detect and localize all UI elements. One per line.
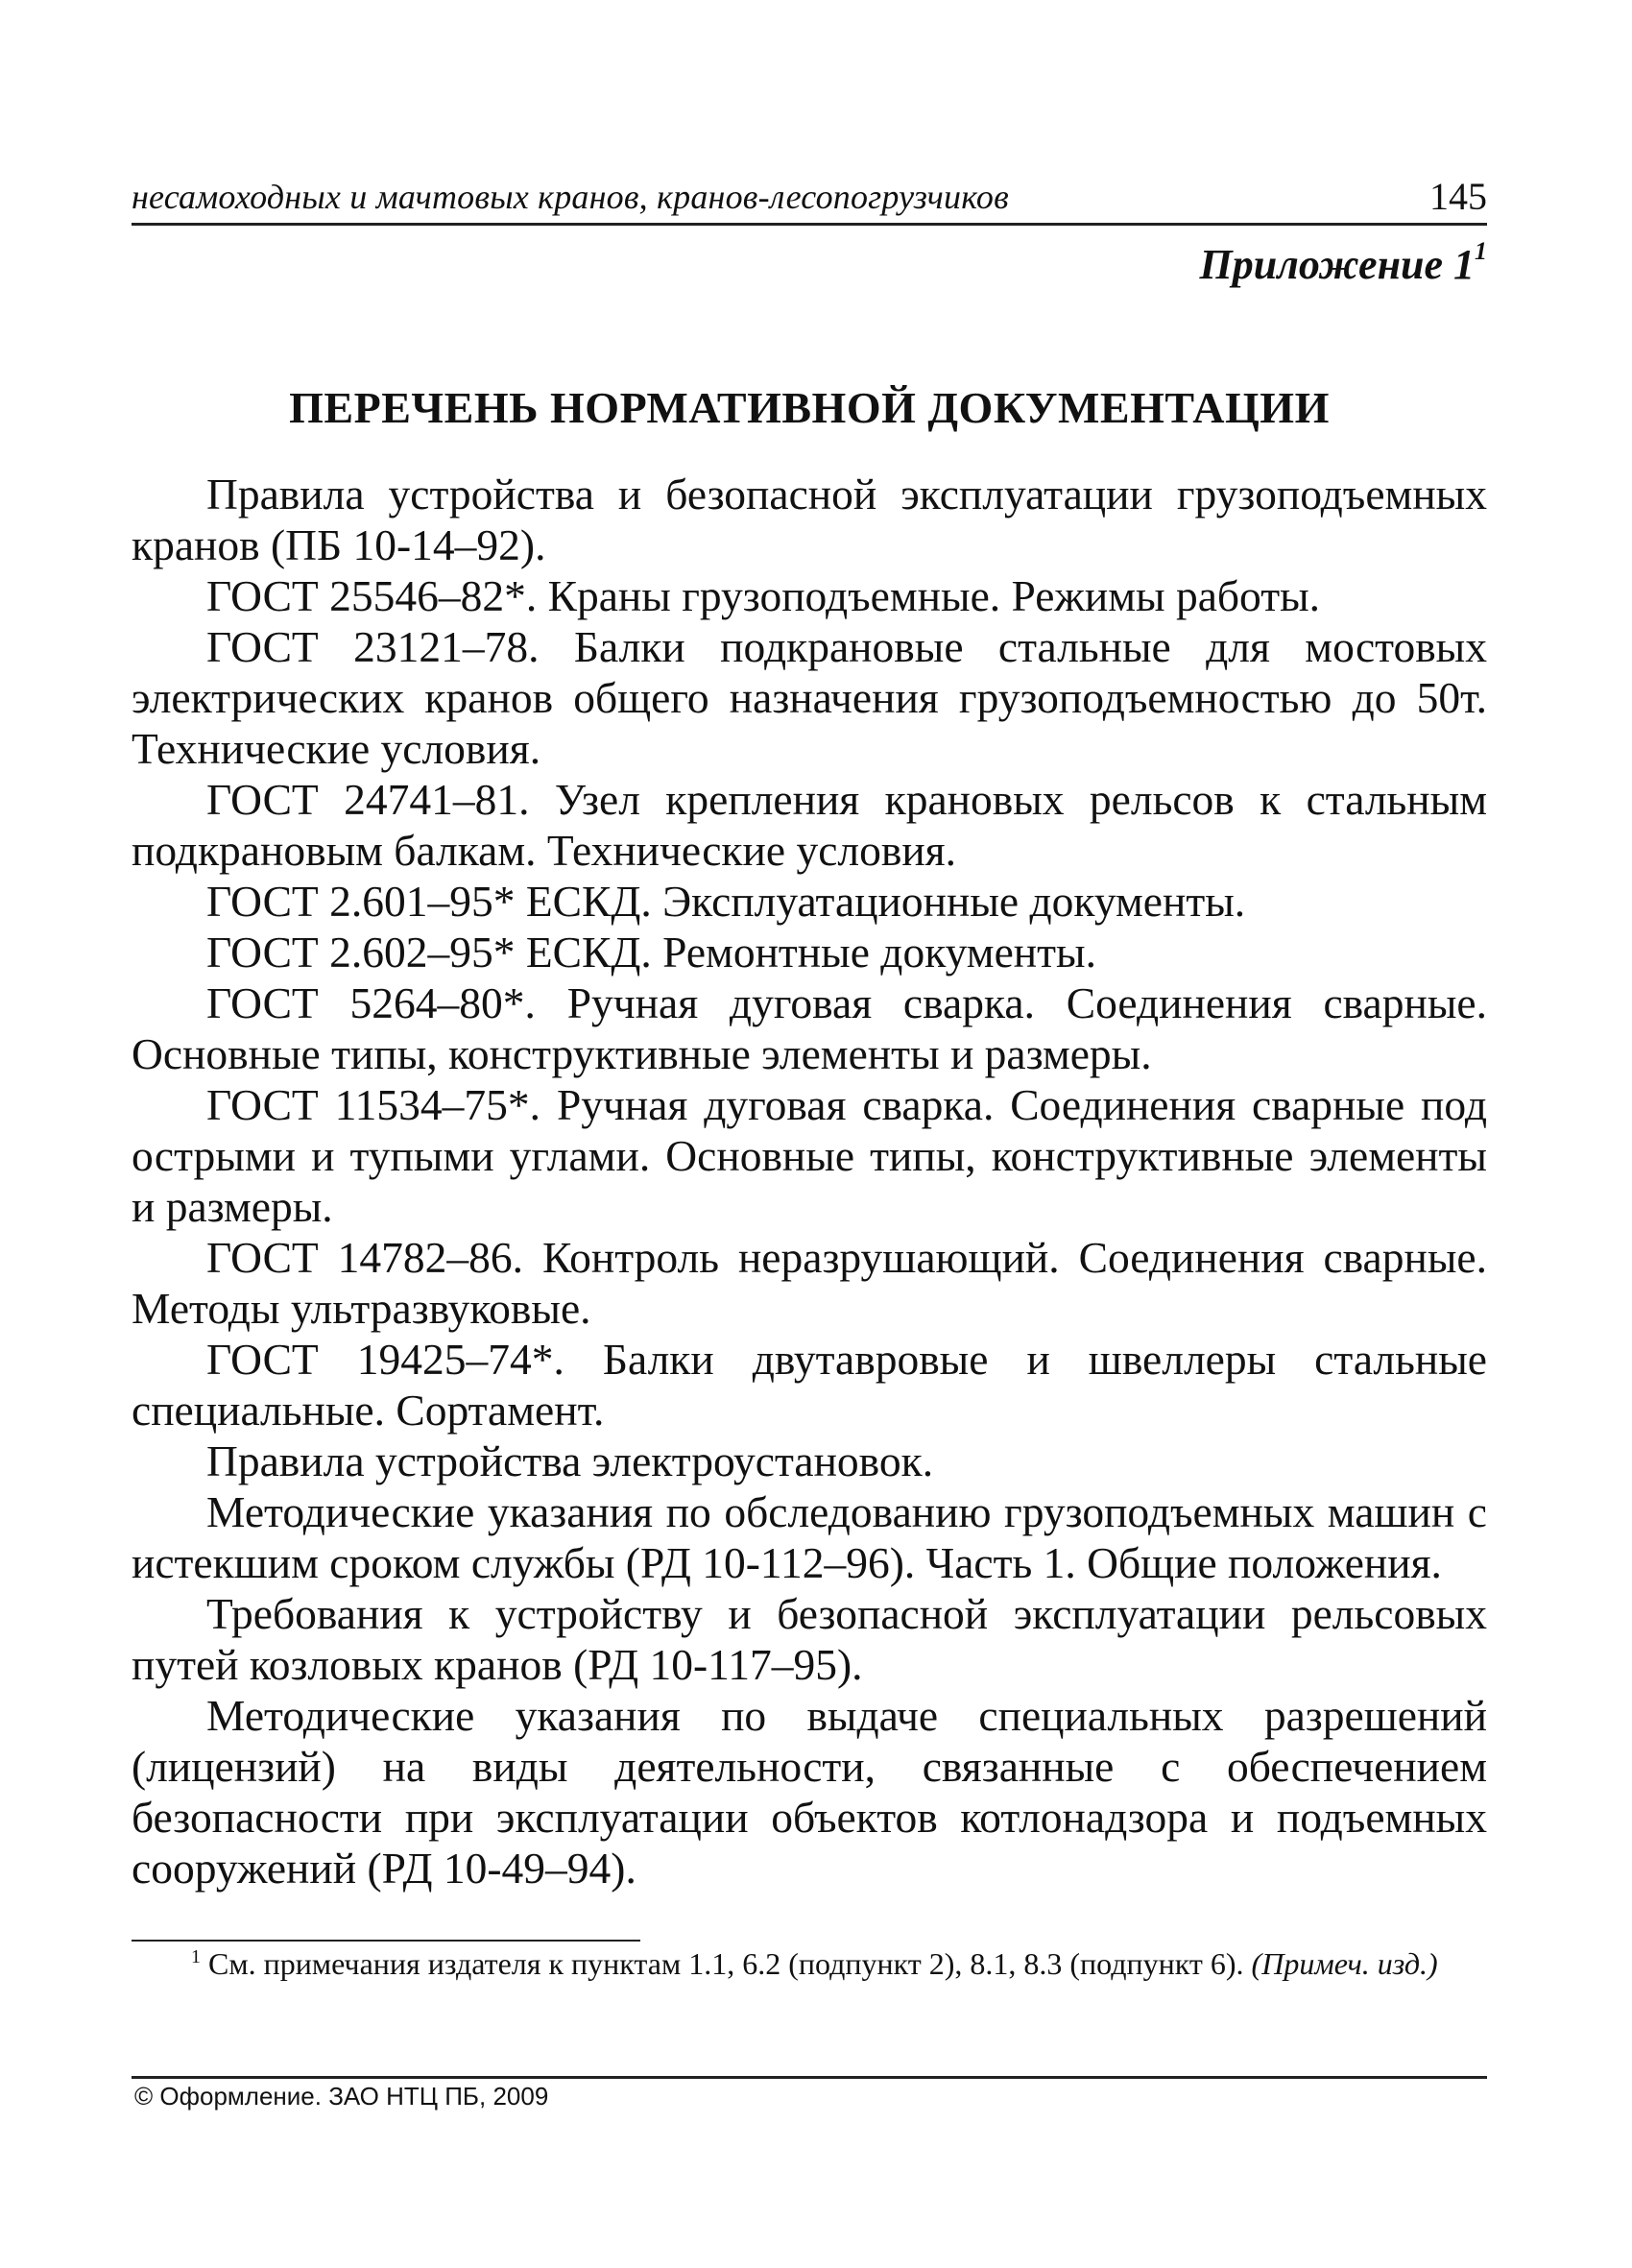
copyright-notice: © Оформление. ЗАО НТЦ ПБ, 2009 <box>134 2082 549 2111</box>
appendix-label <box>1199 237 1487 289</box>
document-entry: ГОСТ 2.602–95* ЕСКД. Ремонтные документы. <box>206 928 1096 977</box>
document-entry: Правила устройства электроустановок. <box>206 1436 934 1485</box>
page-header <box>132 169 1487 226</box>
appendix-footnote-marker: 1 <box>1475 237 1487 266</box>
footnote <box>132 1943 1487 1989</box>
document-entry: ГОСТ 25546–82*. Краны грузоподъемные. Режимы работы. <box>206 571 1321 620</box>
document-entry: ГОСТ 11534–75*. Ручная дуговая сварка. Соединения сварные под острыми и тупыми углами. Основные типы, конструктивные элементы и размеры. <box>132 1080 1487 1231</box>
bottom-divider <box>132 2076 1487 2079</box>
footnote-divider <box>132 1940 640 1942</box>
document-entry: ГОСТ 2.601–95* ЕСКД. Эксплуатационные документы. <box>206 877 1246 926</box>
document-entry: ГОСТ 24741–81. Узел крепления крановых рельсов к стальным подкрановым балкам. Технические условия. <box>132 775 1487 875</box>
footnote-text: См. примечания издателя к пунктам 1.1, 6.2 (подпункт 2), 8.1, 8.3 (подпункт 6). <box>208 1946 1244 1981</box>
document-entry: ГОСТ 23121–78. Балки подкрановые стальные для мостовых электрических кранов общего назначения грузоподъемностью до 50т. Технические условия. <box>132 622 1487 773</box>
appendix-label-text: Приложение 1 <box>1199 241 1475 288</box>
document-entry: Требования к устройству и безопасной эксплуатации рельсовых путей козловых кранов (РД 10-117–95). <box>132 1589 1487 1689</box>
footnote-marker: 1 <box>191 1946 201 1967</box>
document-entry: ГОСТ 5264–80*. Ручная дуговая сварка. Соединения сварные. Основные типы, конструктивные элементы и размеры. <box>132 978 1487 1078</box>
document-entry: Методические указания по выдаче специальных разрешений (лицензий) на виды деятельности, связанные с обеспечением безопасности при эксплуатации объектов котлонадзора и подъемных сооружений (РД 10-49–94). <box>132 1691 1487 1893</box>
running-head: несамоходных и мачтовых кранов, кранов-лесопогрузчиков <box>132 178 1009 216</box>
document-entry: Методические указания по обследованию грузоподъемных машин с истекшим сроком службы (РД 10-112–96). Часть 1. Общие положения. <box>132 1487 1487 1587</box>
document-list <box>132 469 1487 1894</box>
page-title: ПЕРЕЧЕНЬ НОРМАТИВНОЙ ДОКУМЕНТАЦИИ <box>289 383 1330 432</box>
footnote-editor-note: (Примеч. изд.) <box>1251 1946 1438 1981</box>
page-number: 145 <box>1429 175 1487 218</box>
document-entry: Правила устройства и безопасной эксплуатации грузоподъемных кранов (ПБ 10-14–92). <box>132 470 1487 569</box>
document-entry: ГОСТ 19425–74*. Балки двутавровые и швеллеры стальные специальные. Сортамент. <box>132 1335 1487 1435</box>
document-entry: ГОСТ 14782–86. Контроль неразрушающий. Соединения сварные. Методы ультразвуковые. <box>132 1233 1487 1333</box>
